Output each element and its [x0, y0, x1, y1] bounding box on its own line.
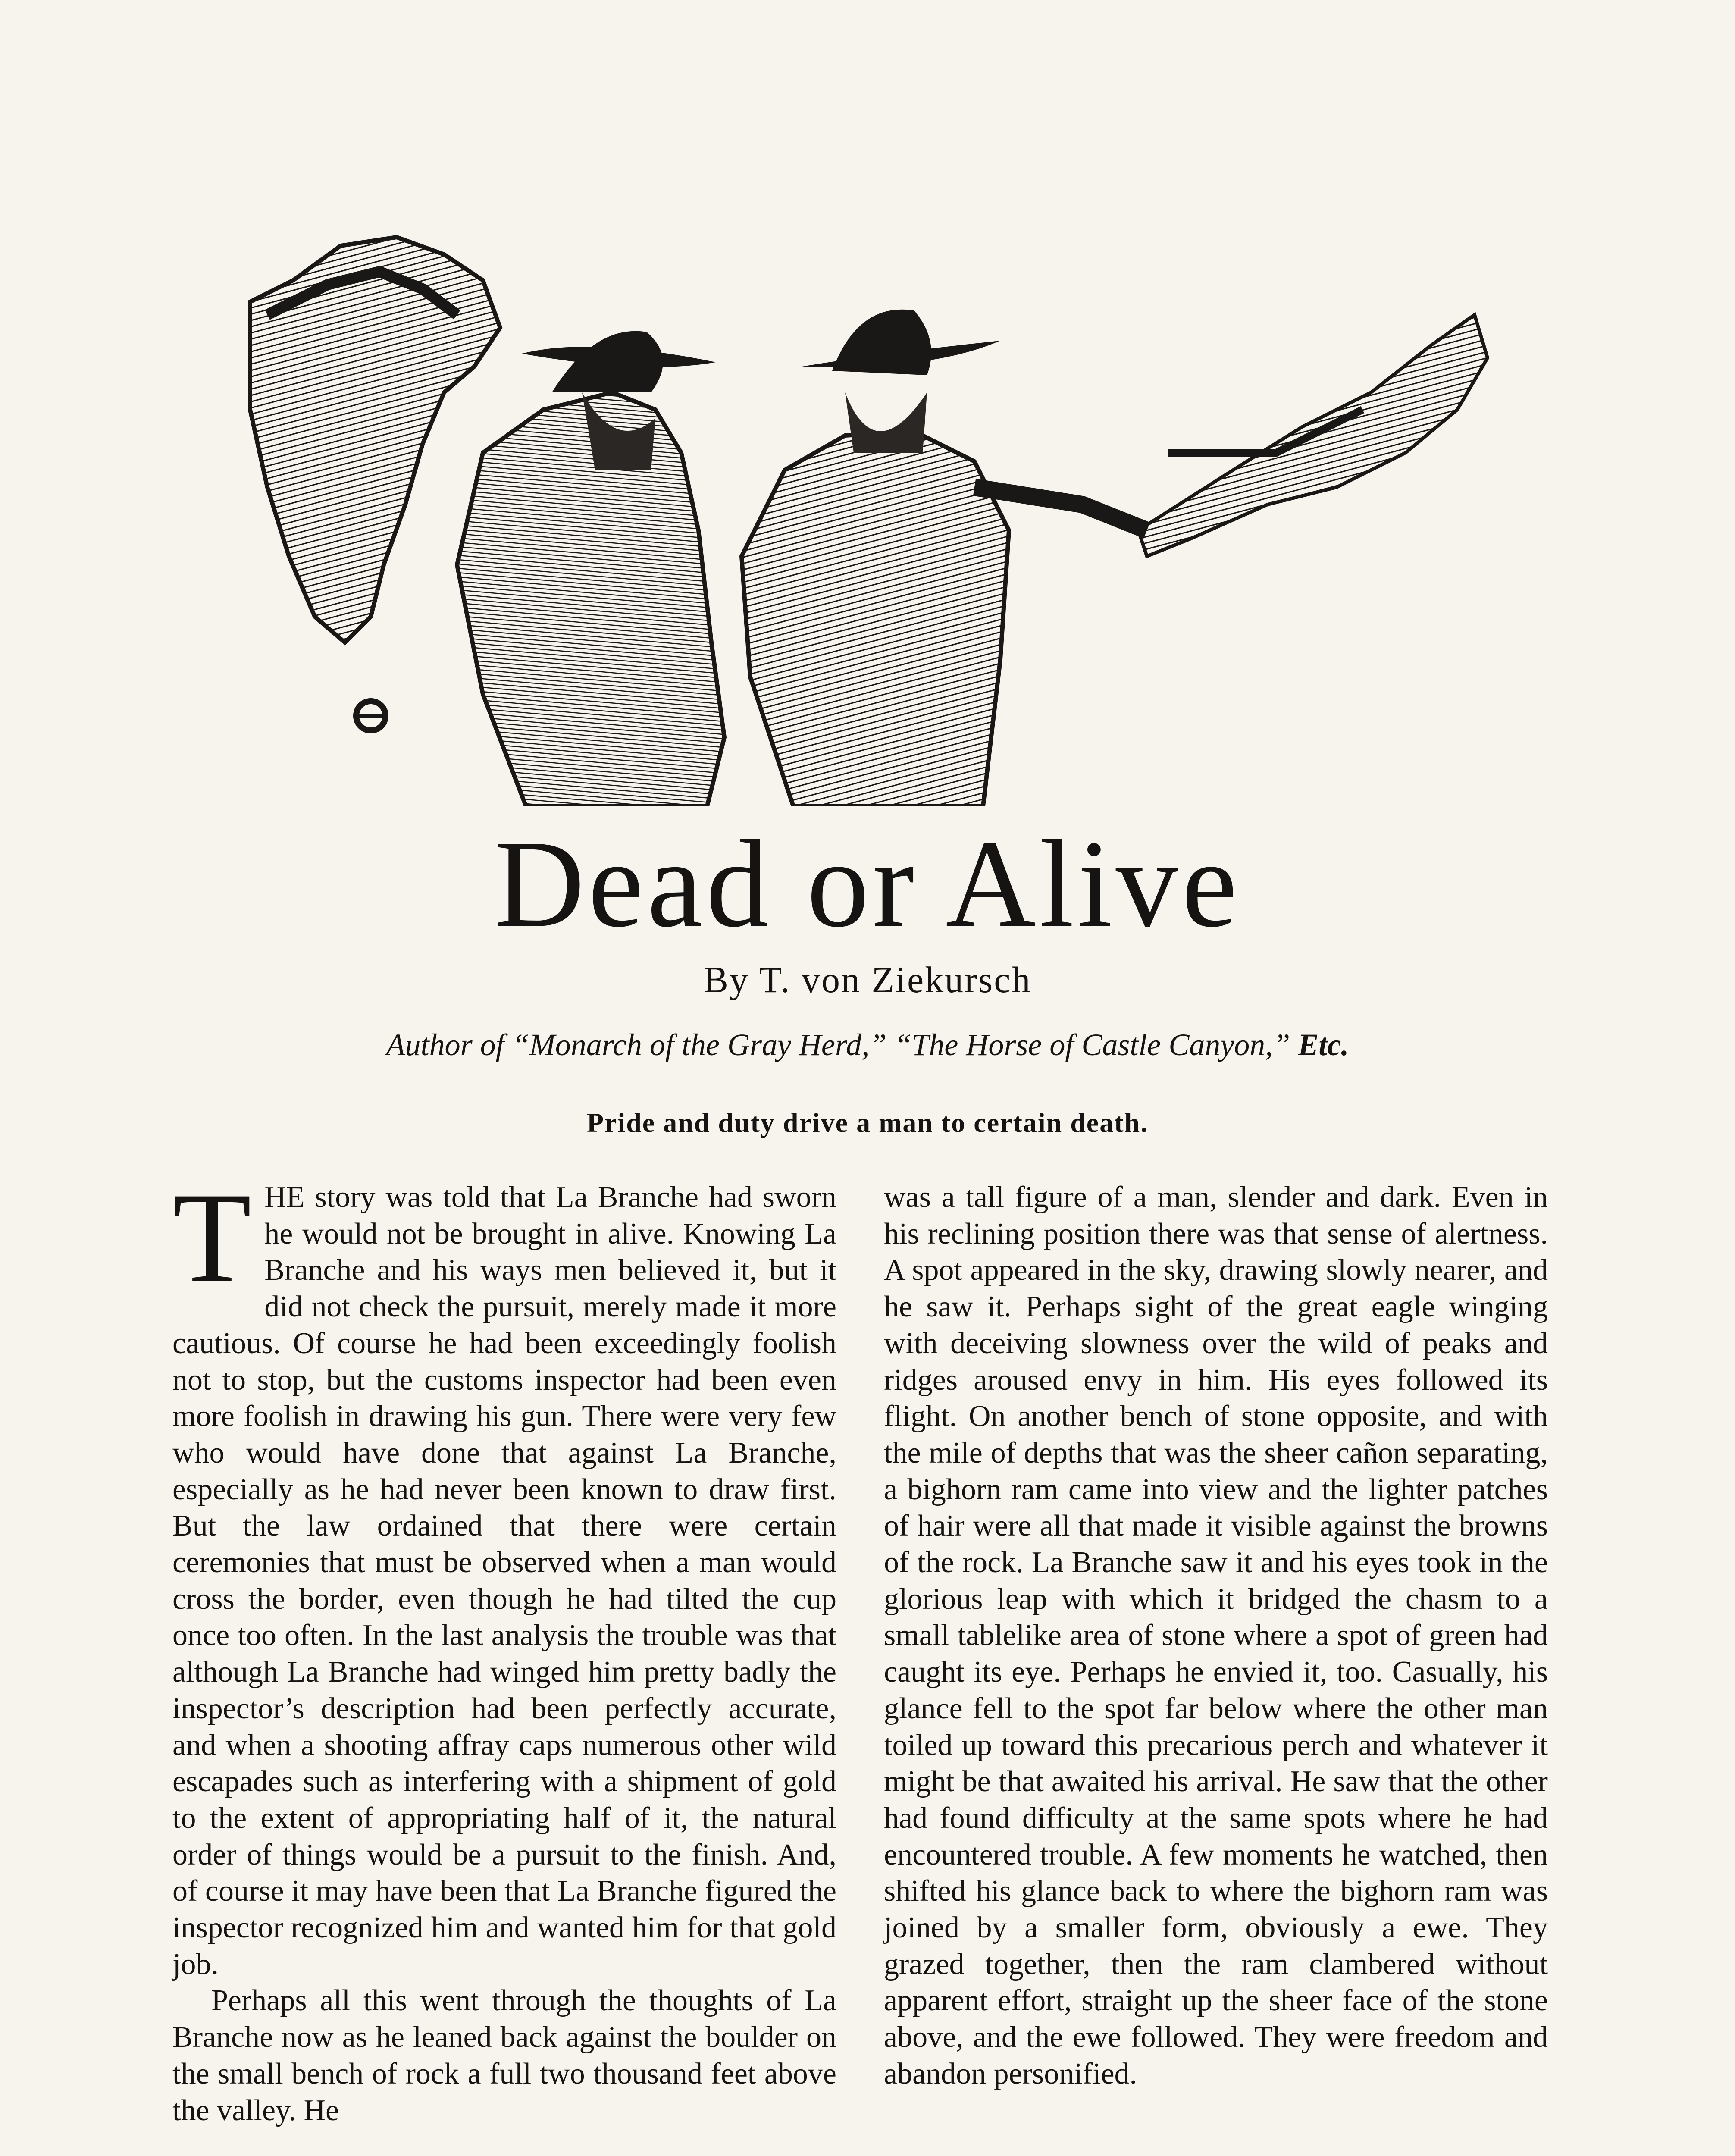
credits-prefix: Author of [386, 1028, 512, 1062]
credits-work-1: “Monarch of the Gray Herd,” [512, 1028, 887, 1062]
author-credits [0, 1027, 1735, 1063]
header-illustration [241, 229, 1492, 806]
two-riders-cliff-sketch [241, 229, 1492, 806]
paragraph-1-text: HE story was told that La Branche had sworn he would not be brought in alive. Knowing La Branche and his ways men believed it, but it did not check the pursuit, merely made it more cautious. Of course he had been exceedingly foolish not to stop, but the customs inspector had been even more foolish in drawing his gun. There were very few who would have done that against La Branche, especially as he had never been known to draw first. But the law ordained that there were certain ceremonies that must be observed when a man would cross the border, even though he had tilted the cup once too often. In the last analysis the trouble was that although La Branche had winged him pretty badly the inspector’s description had been perfectly accurate, and when a shooting affray caps numerous other wild escapades such as interfering with a shipment of gold to the extent of appropriating half of it, the natural order of things would be a pursuit to the finish. And, of course it may have been that La Branche figured the inspector recognized him and wanted him for that gold job. [172, 1181, 836, 1981]
text-column-left [172, 1166, 836, 2129]
article-title: Dead or Alive [494, 815, 1241, 953]
paragraph-2: Perhaps all this went through the thoughts of La Branche now as he leaned back against the boulder on the small bench of rock a full two thousand feet above the valley. He [172, 1984, 836, 2127]
paragraph-3: was a tall figure of a man, slender and dark. Even in his reclining position there was that sense of alertness. A spot appeared in the sky, drawing slowly nearer, and he saw it. Perhaps sight of the great eagle winging with deceiving slowness over the wild of peaks and ridges aroused envy in him. His eyes followed its flight. On another bench of stone opposite, and with the mile of depths that was the sheer cañon separating, a bighorn ram came into view and the lighter patches of hair were all that made it visible against the browns of the rock. La Branche saw it and his eyes took in the glorious leap with which it bridged the chasm to a small tablelike area of stone where a spot of green had caught its eye. Perhaps he envied it, too. Casually, his glance fell to the spot far below where the other man toiled up toward this precarious perch and whatever it might be that awaited his arrival. He saw that the other had found difficulty at the same spots where he had encountered trouble. A few moments he watched, then shifted his glance back to where the bighorn ram was joined by a smaller form, obviously a ewe. They grazed together, then the ram clambered without apparent effort, straight up the sheer face of the stone above, and the ewe followed. They were freedom and abandon personified. [884, 1181, 1548, 2090]
credits-etc: Etc. [1298, 1028, 1349, 1062]
byline: By T. von Ziekursch [703, 959, 1032, 1000]
drop-cap: T [172, 1166, 252, 1309]
credits-work-2: “The Horse of Castle Canyon,” [894, 1028, 1290, 1062]
paragraph-1 [172, 1166, 836, 1983]
tagline: Pride and duty drive a man to certain death. [586, 1107, 1149, 1138]
text-column-right [884, 1179, 1548, 2093]
